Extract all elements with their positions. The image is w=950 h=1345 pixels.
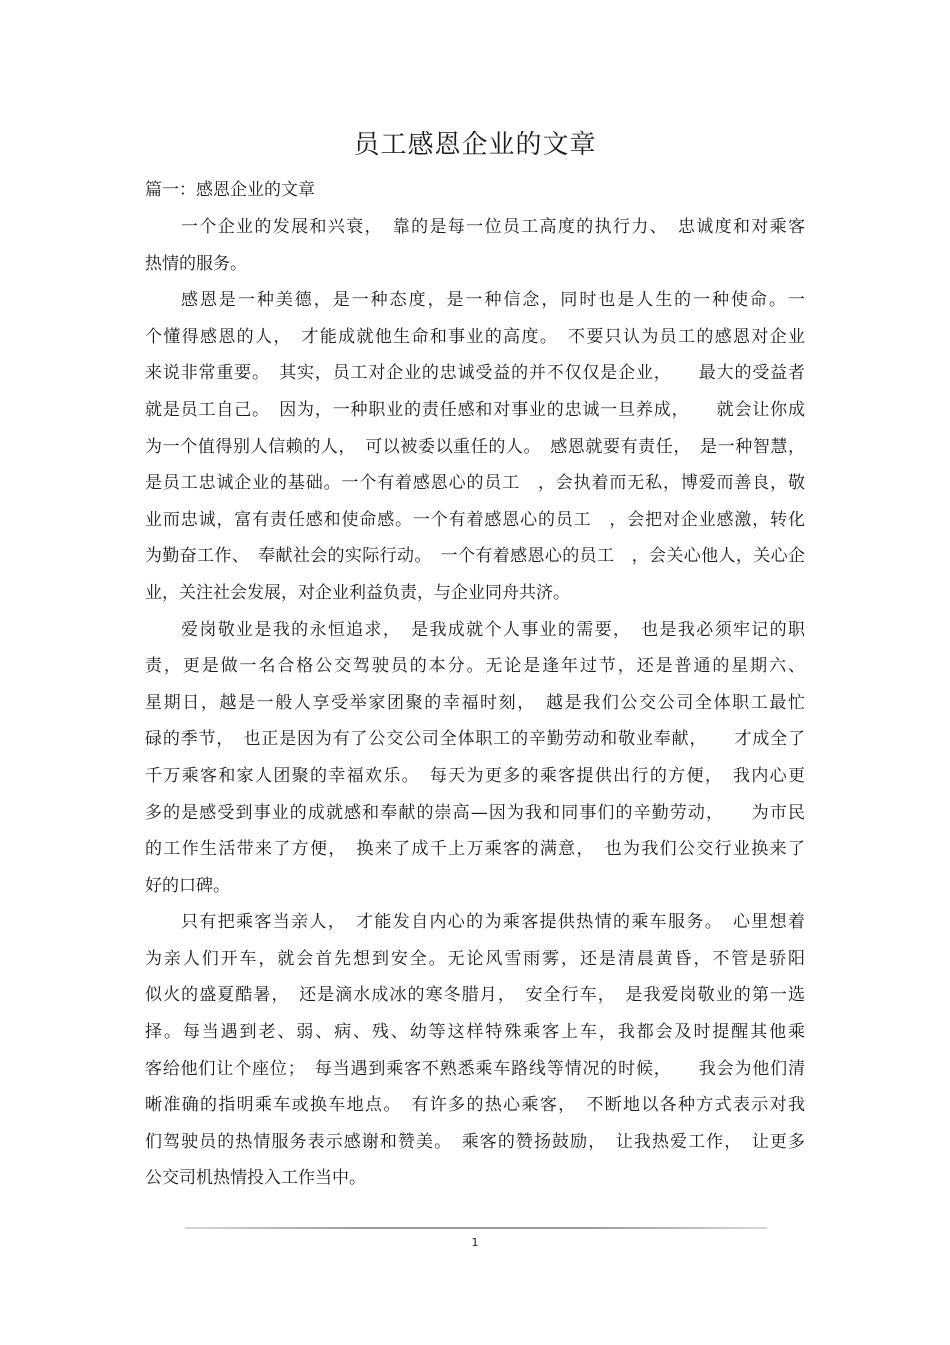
paragraph-line: 业，关注社会发展，对企业利益负责，与企业同舟共济。 — [145, 582, 570, 603]
paragraph-line: 只有把乘客当亲人， 才能发自内心的为乘客提供热情的乘车服务。 心里想着 — [181, 912, 805, 933]
footer-divider — [185, 1227, 767, 1229]
paragraph-line: 个懂得感恩的人， 才能成就他生命和事业的高度。 不要只认为员工的感恩对企业 — [145, 326, 805, 347]
paragraph — [145, 904, 805, 1197]
paragraph-line: 公交司机热情投入工作当中。 — [145, 1168, 366, 1189]
document-body — [145, 209, 805, 1197]
section-heading: 篇一：感恩企业的文章 — [145, 180, 315, 200]
page-number: 1 — [471, 1236, 479, 1249]
paragraph-line: 择。每当遇到老、弱、病、残、幼等这样特殊乘客上车，我都会及时提醒其他乘 — [145, 1022, 805, 1043]
paragraph — [145, 282, 805, 611]
document-title: 员工感恩企业的文章 — [353, 130, 597, 160]
paragraph-line: 的工作生活带来了方便， 换来了成千上万乘客的满意， 也为我们公交行业换来了 — [145, 839, 805, 860]
paragraph-line: 多的是感受到事业的成就感和奉献的崇高—因为我和同事们的辛勤劳动， 为市民 — [145, 802, 805, 823]
paragraph-line: 责，更是做一名合格公交驾驶员的本分。无论是逢年过节，还是普通的星期六、 — [145, 656, 805, 677]
paragraph-line: 是员工忠诚企业的基础。一个有着感恩心的员工 ，会执着而无私，博爱而善良，敬 — [145, 473, 805, 494]
paragraph — [145, 209, 805, 282]
paragraph-line: 一个企业的发展和兴衰， 靠的是每一位员工高度的执行力、 忠诚度和对乘客 — [181, 217, 805, 237]
paragraph-line: 热情的服务。 — [145, 253, 247, 274]
paragraph-line: 为亲人们开车，就会首先想到安全。无论风雪雨雾，还是清晨黄昏，不管是骄阳 — [145, 948, 805, 969]
paragraph-line: 似火的盛夏酷暑， 还是滴水成冰的寒冬腊月， 安全行车， 是我爱岗敬业的第一选 — [145, 985, 805, 1006]
paragraph-line: 客给他们让个座位； 每当遇到乘客不熟悉乘车路线等情况的时候， 我会为他们清 — [145, 1058, 805, 1079]
paragraph-line: 爱岗敬业是我的永恒追求， 是我成就个人事业的需要， 也是我必须牢记的职 — [181, 619, 805, 640]
paragraph — [145, 612, 805, 905]
paragraph-line: 星期日，越是一般人享受举家团聚的幸福时刻， 越是我们公交公司全体职工最忙 — [145, 692, 805, 713]
paragraph-line: 为勤奋工作、 奉献社会的实际行动。 一个有着感恩心的员工 ，会关心他人，关心企 — [145, 546, 805, 567]
paragraph-line: 碌的季节， 也正是因为有了公交公司全体职工的辛勤劳动和敬业奉献， 才成全了 — [145, 729, 805, 750]
paragraph-line: 们驾驶员的热情服务表示感谢和赞美。 乘客的赞扬鼓励， 让我热爱工作， 让更多 — [145, 1131, 805, 1152]
paragraph-line: 来说非常重要。 其实，员工对企业的忠诚受益的并不仅仅是企业， 最大的受益者 — [145, 363, 805, 384]
paragraph-line: 业而忠诚，富有责任感和使命感。一个有着感恩心的员工 ，会把对企业感激，转化 — [145, 509, 805, 530]
paragraph-line: 感恩是一种美德，是一种态度，是一种信念，同时也是人生的一种使命。一 — [181, 290, 805, 311]
paragraph-line: 为一个值得别人信赖的人， 可以被委以重任的人。 感恩就要有责任， 是一种智慧， — [145, 436, 805, 457]
paragraph-line: 好的口碑。 — [145, 875, 230, 896]
paragraph-line: 千万乘客和家人团聚的幸福欢乐。 每天为更多的乘客提供出行的方便， 我内心更 — [145, 765, 805, 786]
paragraph-line: 就是员工自己。 因为，一种职业的责任感和对事业的忠诚一旦养成， 就会让你成 — [145, 399, 805, 420]
paragraph-line: 晰准确的指明乘车或换车地点。 有许多的热心乘客， 不断地以各种方式表示对我 — [145, 1095, 805, 1116]
